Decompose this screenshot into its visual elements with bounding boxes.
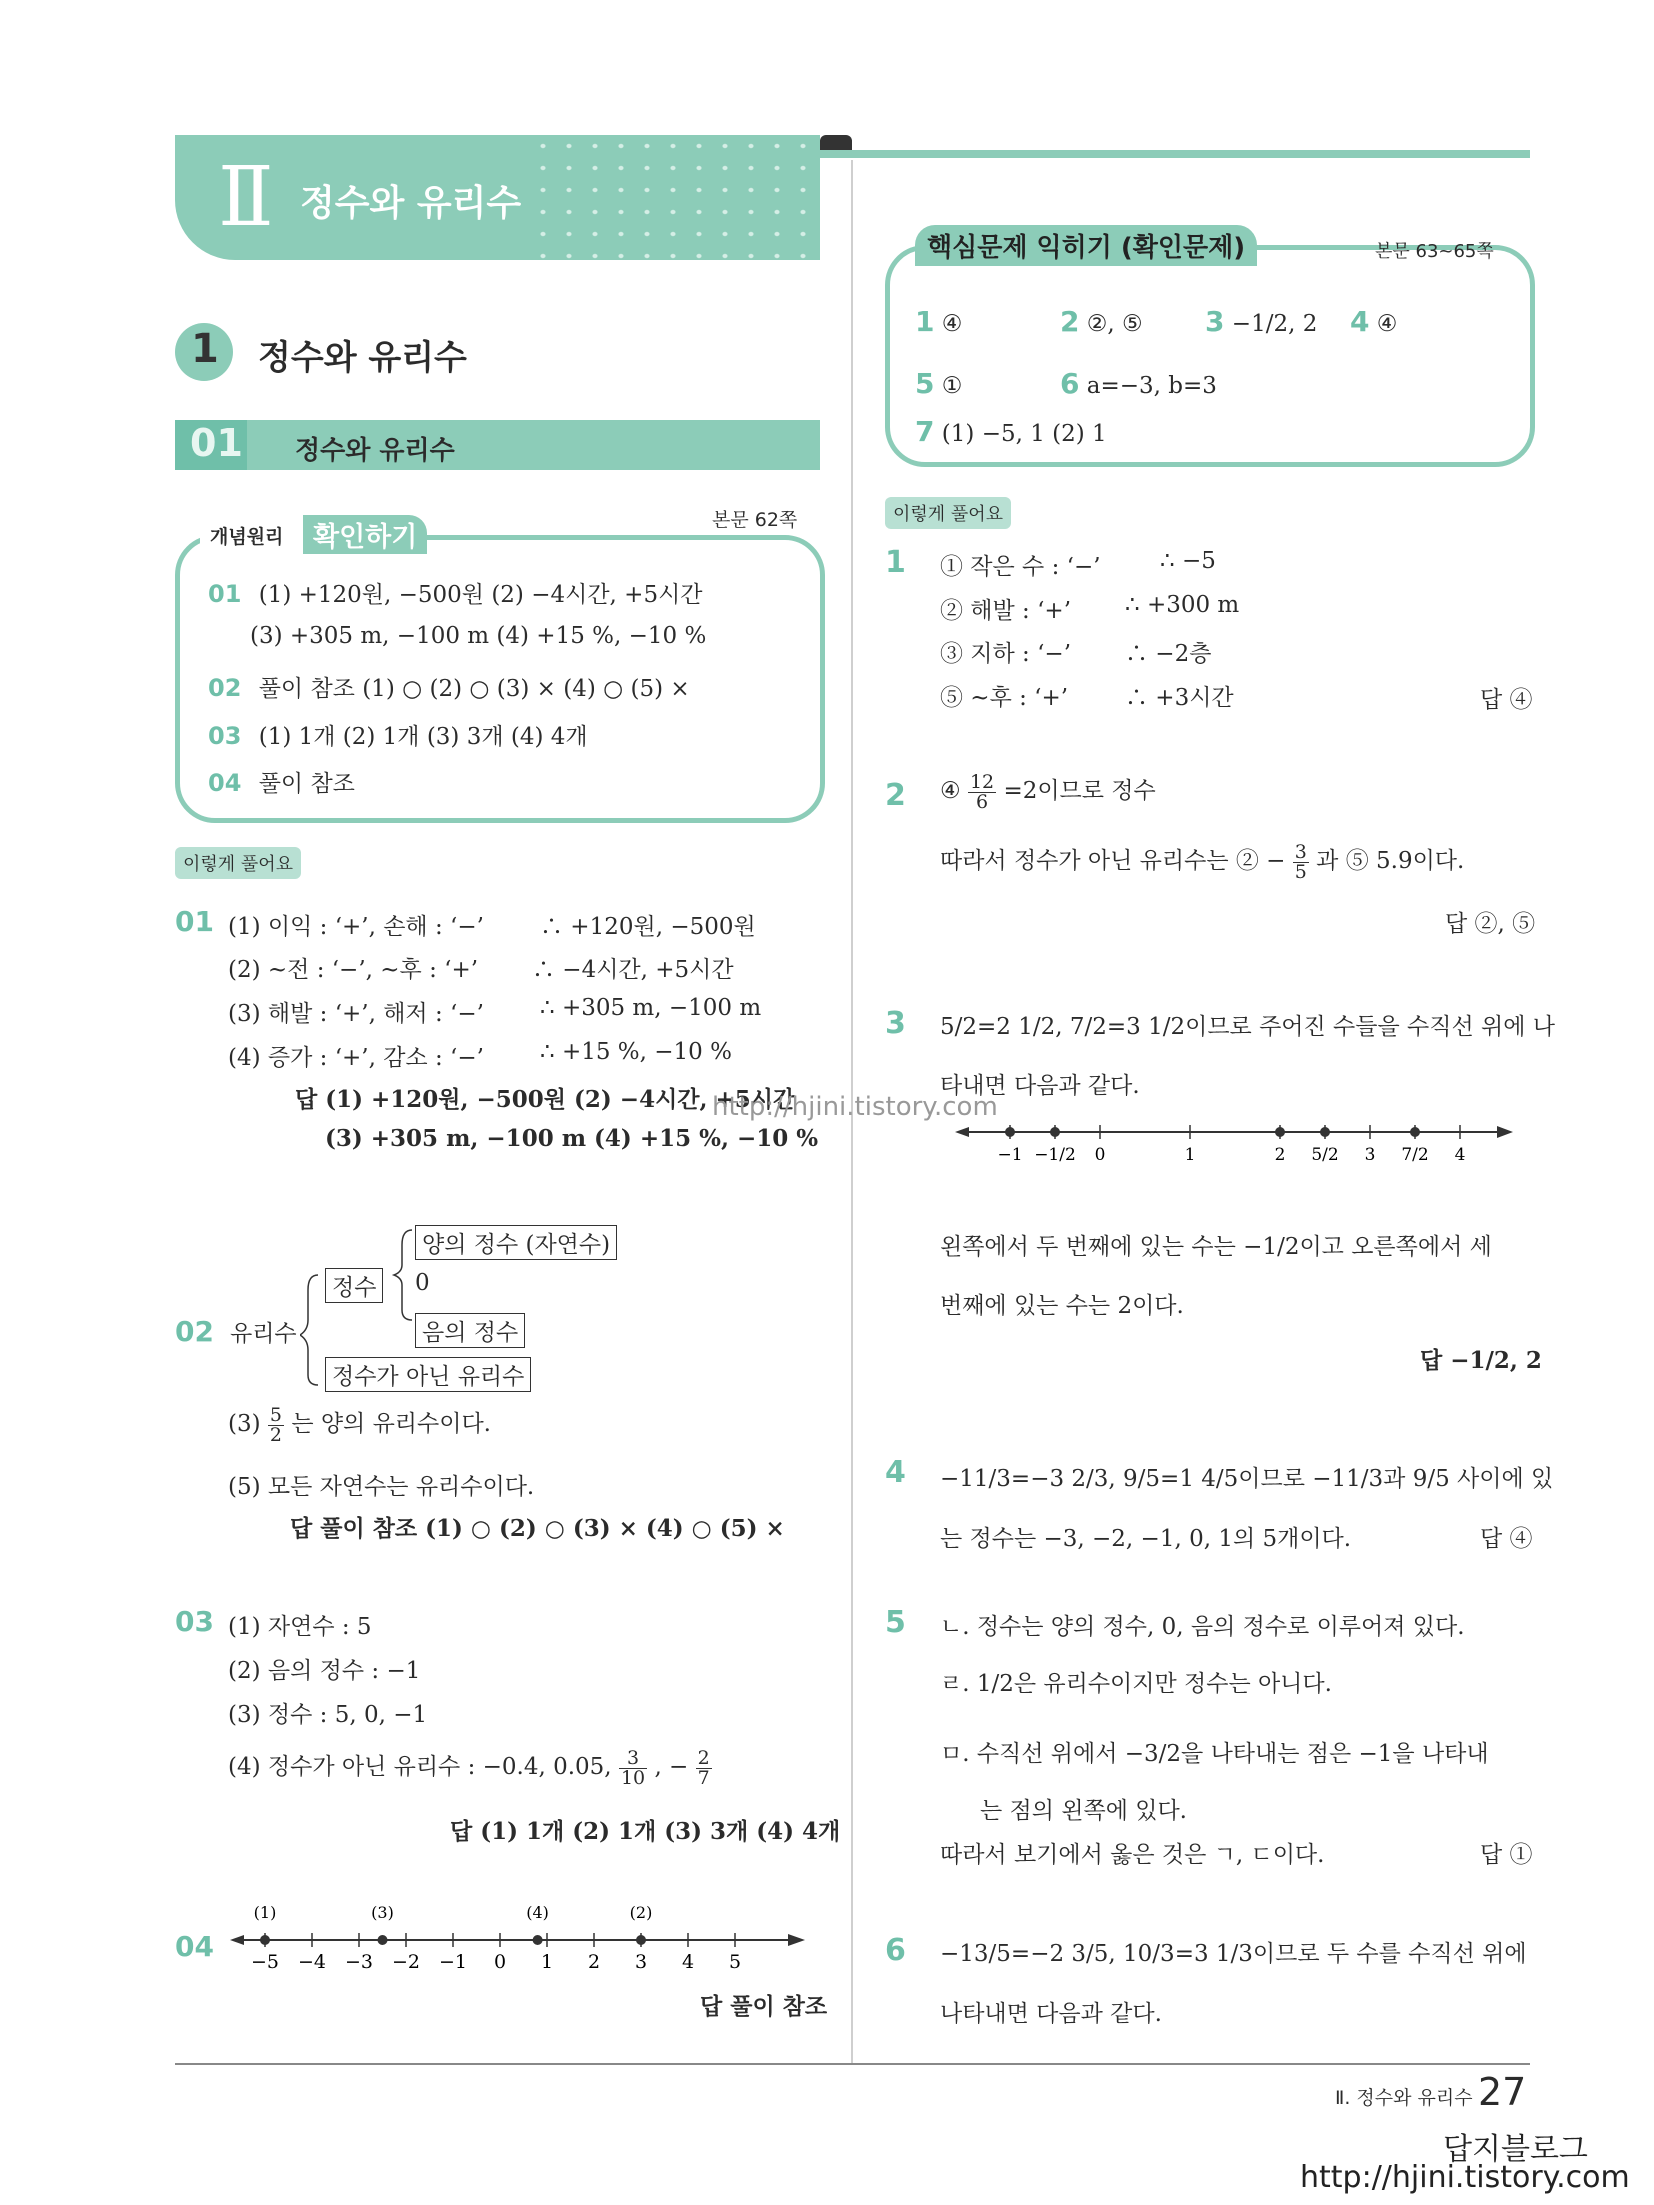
solution-label: 03 — [175, 1605, 214, 1638]
point-label: (1) — [253, 1903, 277, 1922]
point-label: (4) — [526, 1903, 549, 1922]
tree-root: 유리수 — [230, 1321, 297, 1347]
line-prefix: (3) — [228, 1411, 261, 1437]
tick-label: 0 — [1094, 1145, 1106, 1165]
point-mark — [378, 1935, 388, 1945]
solution-number: 3 — [885, 1006, 906, 1041]
tick-label: 4 — [681, 1951, 695, 1973]
tick-label: 4 — [1454, 1145, 1466, 1165]
tick-label: 5/2 — [1311, 1145, 1339, 1165]
numerator: 12 — [969, 770, 995, 793]
core-answer — [1205, 305, 1317, 338]
page-number: 27 — [1478, 2070, 1527, 2114]
solution-line-b: ∴ −2층 — [1125, 641, 1212, 667]
point-label: (3) — [371, 1903, 394, 1922]
answer-line: 답 (1) +120원, −500원 (2) −4시간, +5시간 — [295, 1086, 796, 1113]
solution-line: 는 정수는 −3, −2, −1, 0, 1의 5개이다. — [940, 1526, 1352, 1552]
denominator: 2 — [269, 1423, 282, 1446]
concept-row — [208, 670, 690, 703]
numerator: 2 — [697, 1746, 710, 1769]
tree-positive: 양의 정수 (자연수) — [415, 1225, 617, 1260]
tick-label: 1 — [540, 1951, 554, 1973]
tick-label: 3 — [1364, 1145, 1376, 1165]
answer-number: 6 — [1060, 367, 1080, 400]
concept-page-ref: 본문 62쪽 — [712, 509, 798, 531]
concept-row-text: 풀이 참조 (1) ○ (2) ○ (3) × (4) ○ (5) × — [258, 676, 690, 702]
answer-number: 3 — [1205, 305, 1225, 338]
solution-line: (2) 음의 정수 : −1 — [228, 1658, 421, 1684]
solution-line-a: (3) 해발 : ‘+’, 해저 : ‘−’ — [228, 1001, 484, 1027]
concept-row-label: 02 — [208, 674, 242, 702]
point-mark — [1050, 1127, 1060, 1137]
section-title: 정수와 유리수 — [258, 338, 467, 378]
fraction — [268, 1403, 284, 1446]
point-mark — [636, 1935, 646, 1945]
chapter-title: 정수와 유리수 — [300, 183, 522, 224]
answer-value: (1) −5, 1 (2) 1 — [941, 421, 1107, 447]
footer-rule — [175, 2063, 1530, 2065]
line-prefix: ④ — [940, 778, 961, 804]
answer-value: a=−3, b=3 — [1086, 373, 1217, 399]
concept-row — [208, 718, 588, 751]
point-label: (2) — [629, 1903, 653, 1922]
solve-tag: 이렇게 풀어요 — [175, 847, 301, 879]
concept-row — [250, 623, 706, 649]
solution-line-b: ∴ −4시간, +5시간 — [532, 957, 734, 983]
solution-line-a: (1) 이익 : ‘+’, 손해 : ‘−’ — [228, 914, 484, 940]
solution-line: 타내면 다음과 같다. — [940, 1073, 1140, 1099]
core-answer — [1350, 305, 1397, 338]
top-rule — [820, 150, 1530, 158]
tick-label: −1/2 — [1034, 1145, 1076, 1165]
solution-line: −11/3=−3 2/3, 9/5=1 4/5이므로 −11/3과 9/5 사이에 있 — [940, 1466, 1554, 1492]
concept-tab-label-a: 개념원리 — [210, 526, 284, 548]
core-box-tab: 핵심문제 익히기 (확인문제) — [915, 225, 1257, 266]
solution-line: 번째에 있는 수는 2이다. — [940, 1293, 1184, 1319]
fraction — [1293, 840, 1309, 883]
footer-chapter: Ⅱ. 정수와 유리수 — [1335, 2087, 1473, 2109]
section-number: 1 — [191, 326, 219, 372]
concept-row-label: 04 — [208, 769, 242, 797]
solution-line: (5) 모든 자연수는 유리수이다. — [228, 1474, 535, 1500]
solve-tag: 이렇게 풀어요 — [885, 497, 1011, 529]
numerator: 5 — [269, 1403, 282, 1426]
answer-value: −1/2, 2 — [1231, 311, 1318, 337]
line-prefix: 따라서 정수가 아닌 유리수는 ② − — [940, 848, 1286, 874]
tick-label: −1 — [438, 1951, 468, 1973]
answer-number: 2 — [1060, 305, 1080, 338]
numerator: 3 — [1294, 840, 1307, 863]
concept-row-text: (1) 1개 (2) 1개 (3) 3개 (4) 4개 — [258, 724, 588, 750]
solution-line-a: ① 작은 수 : ‘−’ — [940, 554, 1101, 580]
solution-line: 왼쪽에서 두 번째에 있는 수는 −1/2이고 오른쪽에서 세 — [940, 1234, 1492, 1260]
answer-number: 5 — [915, 367, 935, 400]
line-suffix: 과 ⑤ 5.9이다. — [1316, 848, 1465, 874]
solution-line-a: ③ 지하 : ‘−’ — [940, 641, 1072, 667]
solution-line-b: ∴ +305 m, −100 m — [540, 995, 762, 1021]
tick-label: −5 — [250, 1951, 280, 1973]
fraction — [619, 1746, 647, 1789]
core-answer — [1060, 367, 1217, 400]
answer-number: 1 — [915, 305, 935, 338]
tree-negative: 음의 정수 — [415, 1313, 525, 1348]
tick-label: 0 — [493, 1951, 507, 1973]
solution-line: ㄴ. 정수는 양의 정수, 0, 음의 정수로 이루어져 있다. — [940, 1614, 1465, 1640]
core-page-ref: 본문 63~65쪽 — [1375, 241, 1494, 262]
solution-line: ㄹ. 1/2은 유리수이지만 정수는 아니다. — [940, 1671, 1332, 1697]
answer-line: (3) +305 m, −100 m (4) +15 %, −10 % — [325, 1125, 819, 1152]
answer-line: 답 풀이 참조 (1) ○ (2) ○ (3) × (4) ○ (5) × — [290, 1515, 785, 1542]
line-suffix: 는 양의 유리수이다. — [291, 1411, 491, 1437]
denominator: 10 — [620, 1766, 646, 1789]
solution-line: ㅁ. 수직선 위에서 −3/2을 나타내는 점은 −1을 나타내 — [940, 1741, 1489, 1767]
subsection-title: 정수와 유리수 — [295, 436, 455, 466]
tick-label: 2 — [587, 1951, 601, 1973]
number-line-04 — [230, 1900, 810, 1980]
answer-value: ④ — [941, 311, 963, 337]
solution-line-b: ∴ −5 — [1160, 548, 1216, 574]
concept-row-text: (3) +305 m, −100 m (4) +15 %, −10 % — [250, 623, 707, 649]
watermark-blog: 답지블로그 — [1443, 2132, 1588, 2167]
concept-tab-label-b: 확인하기 — [303, 515, 427, 554]
solution-label: 02 — [175, 1315, 214, 1348]
numerator: 3 — [619, 1749, 647, 1769]
tick-label: −4 — [297, 1951, 327, 1973]
tick-label: −2 — [391, 1951, 421, 1973]
answer-number: 4 — [1350, 305, 1370, 338]
solution-line: 5/2=2 1/2, 7/2=3 1/2이므로 주어진 수들을 수직선 위에 나 — [940, 1014, 1555, 1040]
point-mark — [1275, 1127, 1285, 1137]
solution-number: 1 — [885, 545, 906, 580]
answer-line: 답 (1) 1개 (2) 1개 (3) 3개 (4) 4개 — [450, 1818, 841, 1845]
subsection-bar — [175, 420, 820, 470]
point-mark — [533, 1935, 543, 1945]
watermark-url: http://hjini.tistory.com — [712, 1092, 998, 1122]
core-answer — [1060, 305, 1143, 338]
solution-number: 4 — [885, 1455, 906, 1490]
tick-label: 1 — [1184, 1145, 1196, 1165]
solution-line: 따라서 보기에서 옳은 것은 ㄱ, ㄷ이다. — [940, 1842, 1325, 1868]
answer-line: 답 −1/2, 2 — [1420, 1347, 1542, 1374]
solution-line: (1) 자연수 : 5 — [228, 1614, 372, 1640]
denominator: 5 — [1294, 860, 1307, 883]
tick-label: 7/2 — [1401, 1145, 1429, 1165]
answer-line: 답 풀이 참조 — [700, 1993, 828, 2020]
solution-line — [228, 1748, 712, 1788]
solution-line: 나타내면 다음과 같다. — [940, 2001, 1162, 2027]
line-suffix: =2이므로 정수 — [1003, 778, 1156, 804]
separator: , − — [654, 1754, 689, 1780]
answer-value: ① — [941, 373, 963, 399]
solution-number: 2 — [885, 778, 906, 813]
solution-line-a: ⑤ ~후 : ‘+’ — [940, 685, 1069, 711]
subsection-number: 01 — [190, 421, 243, 465]
solution-line: (3) 정수 : 5, 0, −1 — [228, 1702, 428, 1728]
concept-row-label: 01 — [208, 580, 242, 608]
solution-line: −13/5=−2 3/5, 10/3=3 1/3이므로 두 수를 수직선 위에 — [940, 1941, 1527, 1967]
solution-line-b: ∴ +120원, −500원 — [540, 914, 756, 940]
answer-line: 답 ②, ⑤ — [1445, 911, 1536, 937]
solution-line-b: ∴ +15 %, −10 % — [540, 1039, 732, 1065]
solution-line-b: ∴ +3시간 — [1125, 685, 1234, 711]
solution-line: 는 점의 왼쪽에 있다. — [980, 1798, 1187, 1824]
solution-line — [940, 772, 1156, 812]
point-mark — [1320, 1127, 1330, 1137]
answer-value: ②, ⑤ — [1086, 311, 1143, 337]
core-answer — [915, 415, 1107, 448]
solution-label: 01 — [175, 905, 214, 938]
answer-line: 답 ① — [1480, 1842, 1533, 1868]
solution-line — [940, 842, 1464, 882]
chapter-roman-numeral: Ⅱ — [218, 150, 270, 245]
tick-label: 2 — [1274, 1145, 1286, 1165]
solution-line-a: (2) ~전 : ‘−’, ~후 : ‘+’ — [228, 957, 479, 983]
core-answer — [915, 305, 962, 338]
solution-line — [228, 1405, 491, 1445]
denominator: 7 — [697, 1766, 710, 1789]
tick-label: −3 — [344, 1951, 374, 1973]
concept-row — [208, 765, 355, 798]
denominator: 6 — [975, 790, 989, 813]
solution-number: 5 — [885, 1605, 906, 1640]
concept-row-text: 풀이 참조 — [258, 771, 355, 797]
solution-label: 04 — [175, 1930, 214, 1963]
concept-row — [208, 576, 703, 609]
tick-label: 3 — [634, 1951, 648, 1973]
stars-pattern — [530, 135, 820, 260]
point-mark — [1005, 1127, 1015, 1137]
tick-label: −1 — [997, 1145, 1023, 1165]
line-prefix: (4) 정수가 아닌 유리수 : −0.4, 0.05, — [228, 1754, 612, 1780]
solution-line-a: ② 해발 : ‘+’ — [940, 598, 1072, 624]
tick-label: 5 — [728, 1951, 742, 1973]
watermark-url-bottom: http://hjini.tistory.com — [1300, 2160, 1630, 2195]
fraction — [696, 1746, 712, 1789]
solution-number: 6 — [885, 1933, 906, 1968]
answer-value: ④ — [1376, 311, 1398, 337]
answer-line: 답 ④ — [1480, 687, 1533, 713]
solution-line-a: (4) 증가 : ‘+’, 감소 : ‘−’ — [228, 1045, 484, 1071]
answer-number: 7 — [915, 415, 935, 448]
concept-row-text: (1) +120원, −500원 (2) −4시간, +5시간 — [258, 582, 703, 608]
number-line-3 — [955, 1110, 1515, 1190]
fraction — [968, 770, 996, 813]
concept-row-label: 03 — [208, 722, 242, 750]
answer-line: 답 ④ — [1480, 1526, 1533, 1552]
solution-line-b: ∴ +300 m — [1125, 592, 1240, 618]
core-answer — [915, 367, 962, 400]
point-mark — [1410, 1127, 1420, 1137]
tree-zero: 0 — [415, 1270, 430, 1296]
point-mark — [260, 1935, 270, 1945]
tree-integer: 정수 — [325, 1268, 383, 1303]
tree-non-integer: 정수가 아닌 유리수 — [325, 1357, 531, 1392]
